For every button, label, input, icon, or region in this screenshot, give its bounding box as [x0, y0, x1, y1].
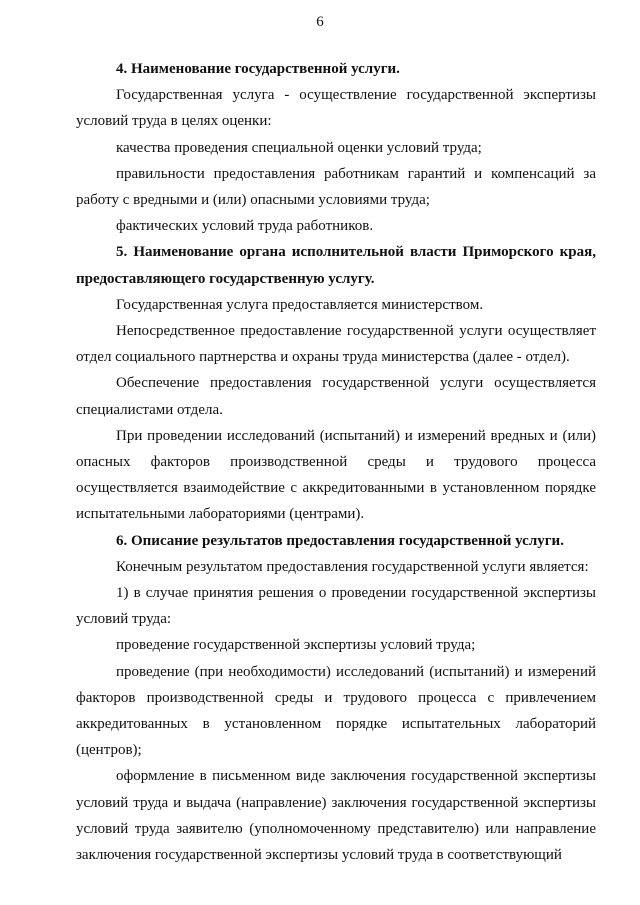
paragraph: Непосредственное предоставление государственной услуги осуществляет отдел социального партнерства и охраны труда министерства (далее - отдел). — [76, 323, 596, 366]
section-5-heading: 5. Наименование органа исполнительной власти Приморского края, предоставляющего государственную услугу. — [76, 244, 596, 287]
page-number: 6 — [316, 14, 324, 30]
document-body — [76, 56, 596, 868]
paragraph: При проведении исследований (испытаний) и измерений вредных и (или) опасных факторов производственной среды и трудового процесса осуществляется взаимодействие с аккредитованными в установленном порядке испытательными лабораториями (центрами). — [76, 427, 596, 523]
paragraph: фактических условий труда работников. — [116, 218, 374, 235]
paragraph: Государственная услуга предоставляется министерством. — [116, 296, 484, 313]
paragraph: правильности предоставления работникам гарантий и компенсаций за работу с вредными и (или) опасными условиями труда; — [76, 165, 596, 209]
section-4-heading: 4. Наименование государственной услуги. — [116, 61, 400, 77]
paragraph: проведение государственной экспертизы условий труда; — [116, 637, 476, 654]
paragraph: 1) в случае принятия решения о проведении государственной экспертизы условий труда: — [76, 585, 596, 628]
paragraph: оформление в письменном виде заключения государственной экспертизы условий труда и выдача (направление) заключения государственной экспертизы условий труда заявителю (уполномоченному представителю) или направление заключения государственной экспертизы условий труда в соответствующий — [76, 768, 596, 864]
paragraph: проведение (при необходимости) исследований (испытаний) и измерений факторов производственной среды и трудового процесса с привлечением аккредитованных в установленном порядке испытательных лабораторий (центров); — [76, 663, 596, 759]
paragraph: Государственная услуга - осуществление государственной экспертизы условий труда в целях оценки: — [76, 87, 596, 130]
paragraph: Обеспечение предоставления государственной услуги осуществляется специалистами отдела. — [76, 375, 596, 418]
section-6-heading: 6. Описание результатов предоставления государственной услуги. — [116, 532, 564, 549]
paragraph: Конечным результатом предоставления государственной услуги является: — [116, 558, 589, 575]
paragraph: качества проведения специальной оценки условий труда; — [116, 139, 482, 156]
